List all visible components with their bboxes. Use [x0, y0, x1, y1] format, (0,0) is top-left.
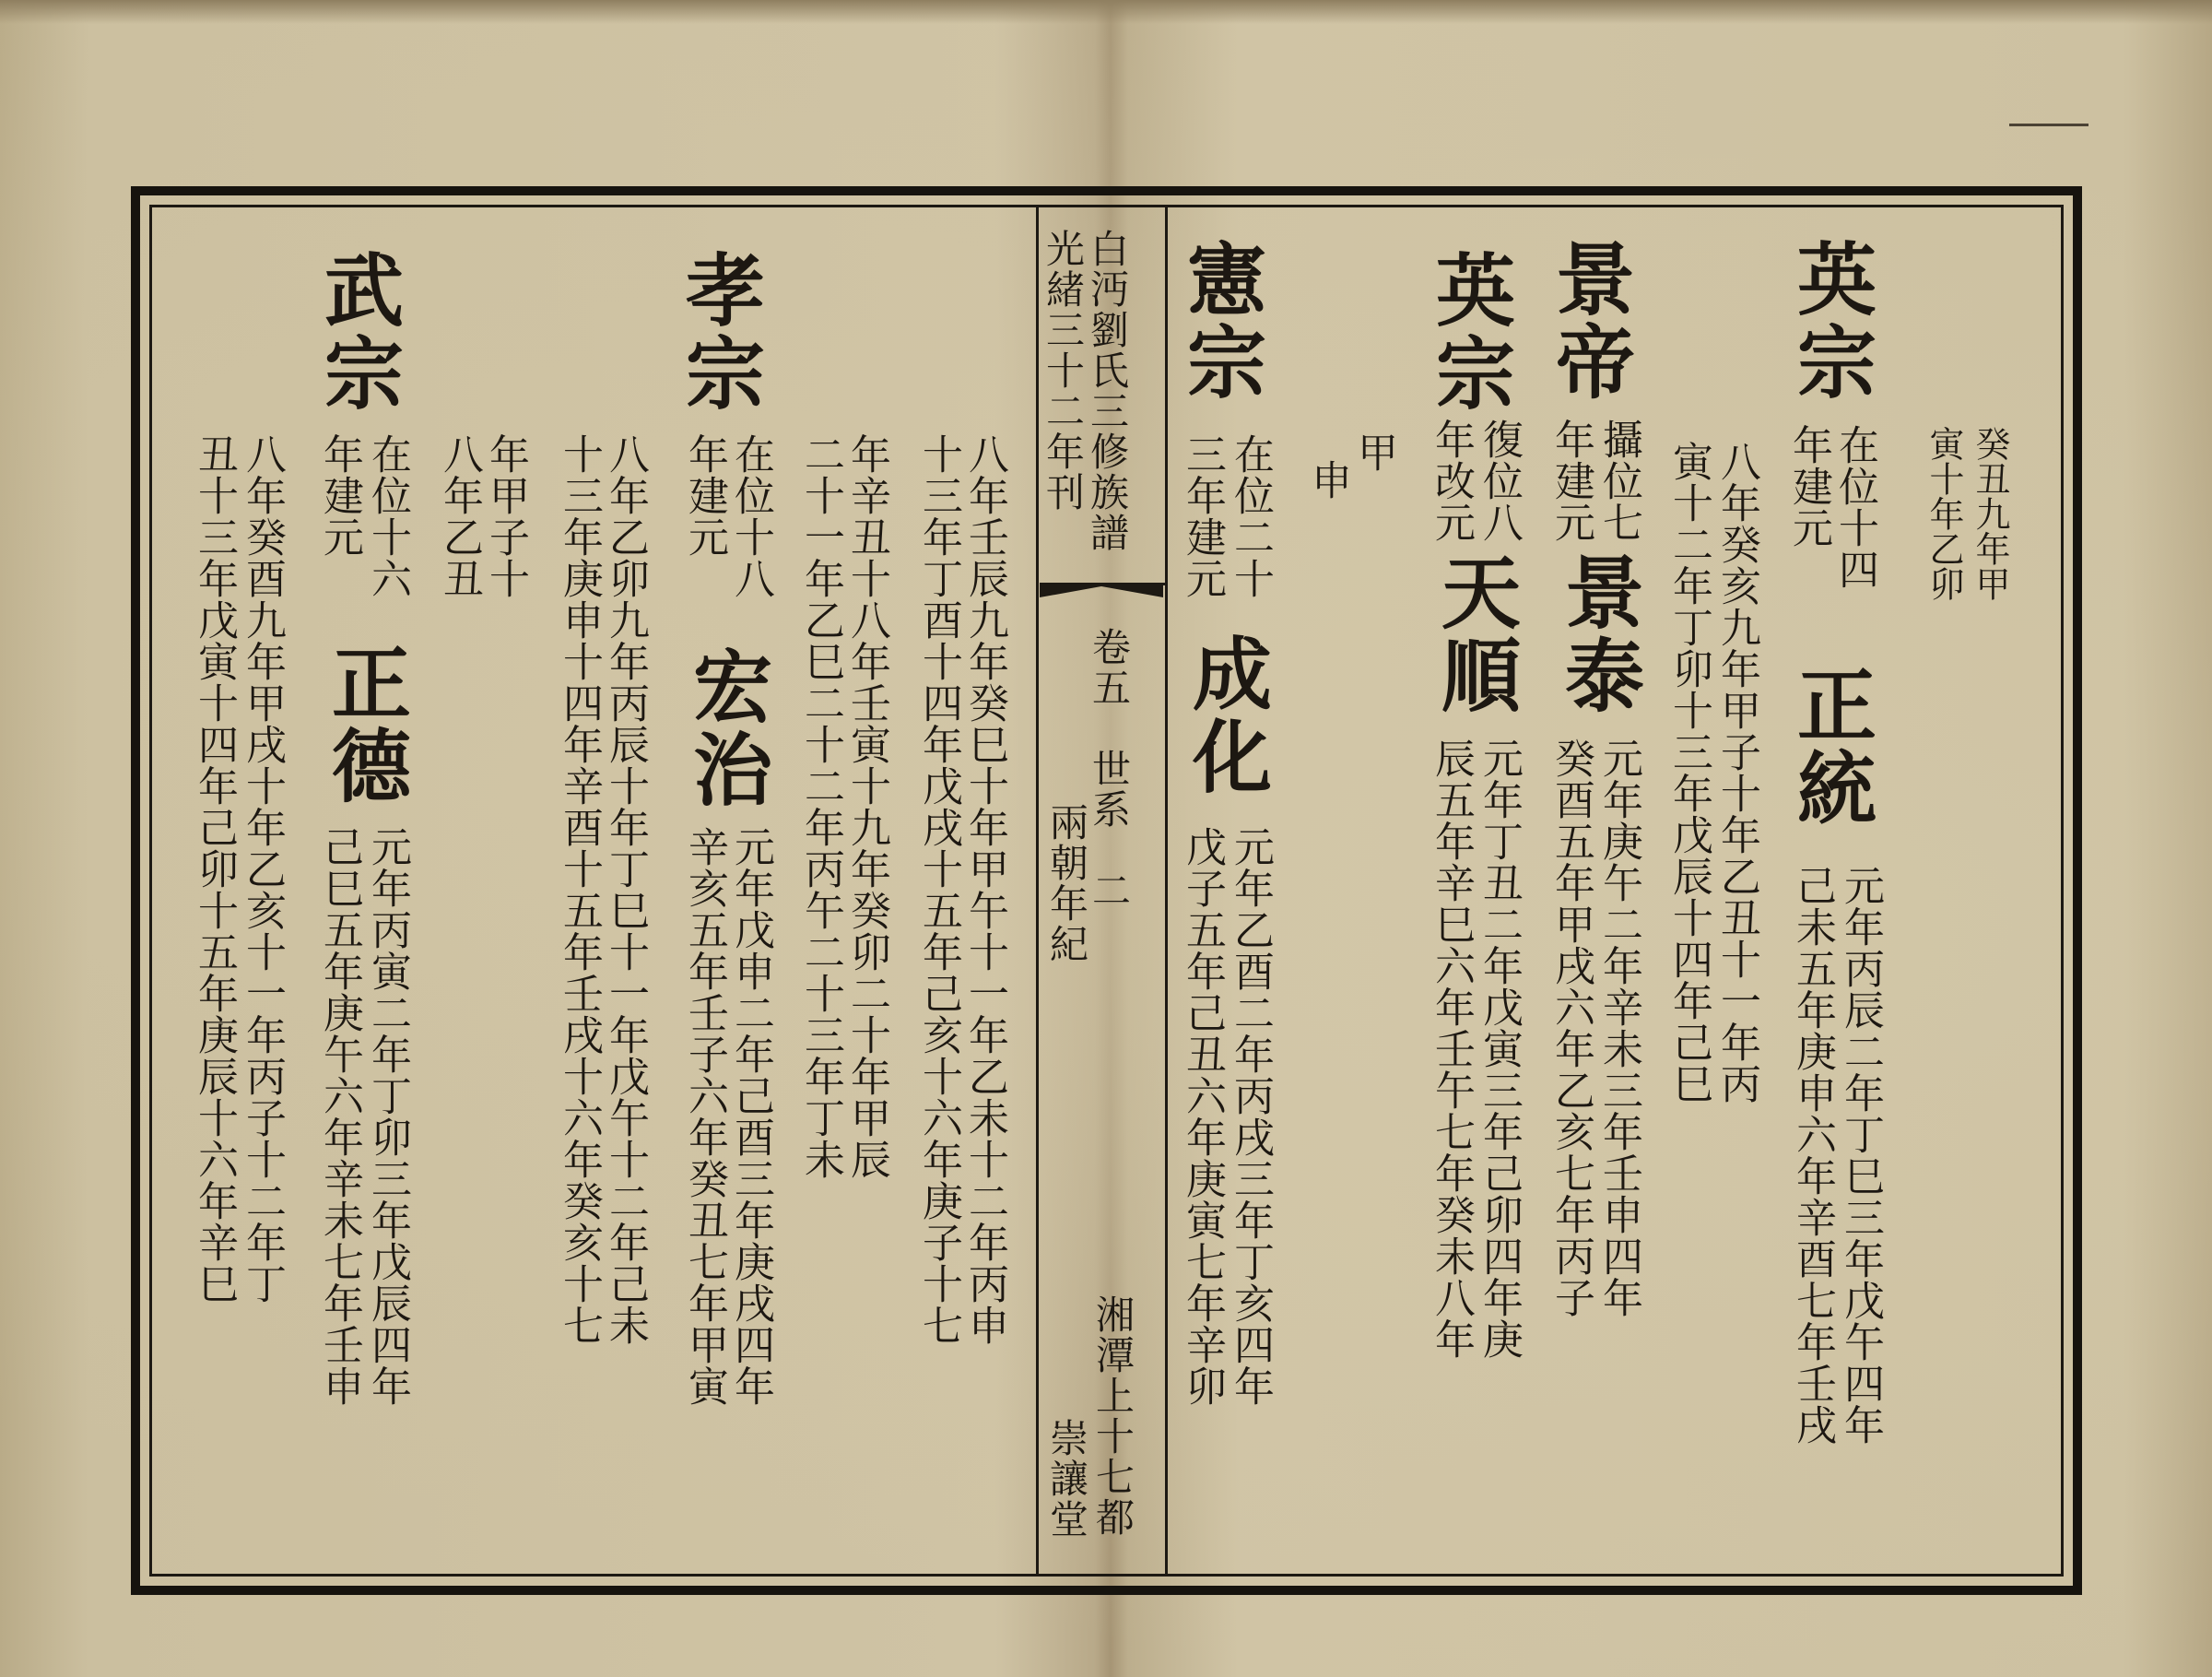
emperor-name: 武宗 [311, 249, 404, 415]
fishtail-ornament-icon [1040, 583, 1163, 605]
reign-note: 攝位七 [1595, 419, 1642, 543]
reign-note: 年建元 [1785, 424, 1832, 549]
year-list: 十三年丁酉十四年戊戌十五年己亥十六年庚子十七 [915, 433, 962, 1346]
year-list: 丑十三年戊寅十四年己卯十五年庚辰十六年辛巳 [191, 433, 238, 1305]
era-name: 正統 [1783, 664, 1877, 830]
section-title: 兩朝年紀 [1044, 802, 1089, 964]
book-title: 白沔劉氏三修族譜 [1085, 229, 1130, 553]
lead-note: 寅十年乙卯 [1924, 426, 1964, 601]
reign-note: 在位十八 [727, 433, 774, 599]
place-name: 湘潭上十七都 [1090, 1294, 1135, 1538]
year-list: 戊子五年己丑六年庚寅七年辛卯 [1179, 826, 1226, 1407]
year-list: 甲 [1350, 431, 1397, 473]
gutter-rule-right [1165, 205, 1168, 1577]
reign-note: 在位十六 [364, 433, 411, 599]
year-list: 元年丙辰二年丁巳三年戊午四年 [1837, 865, 1884, 1446]
reign-note: 在位十四 [1831, 424, 1878, 590]
ink-mark [2009, 124, 2088, 126]
reign-note: 年建元 [316, 433, 363, 558]
year-list: 八年癸酉九年甲戌十年乙亥十一年丙子十二年丁 [239, 433, 286, 1305]
year-list: 元年丙寅二年丁卯三年戊辰四年 [364, 826, 411, 1407]
year-list: 元年乙酉二年丙戌三年丁亥四年 [1227, 826, 1274, 1407]
year-list: 八年乙卯九年丙辰十年丁巳十一年戊午十二年己未 [602, 433, 649, 1346]
year-list: 申 [1304, 459, 1351, 501]
reign-note: 年建元 [681, 433, 728, 558]
year-list: 己未五年庚申六年辛酉七年壬戌 [1789, 865, 1836, 1446]
volume-line: 卷五 世系 二 [1087, 627, 1132, 911]
era-name: 宏治 [679, 645, 772, 811]
year-list: 辛亥五年壬子六年癸丑七年甲寅 [681, 826, 728, 1407]
printing-date: 光緒三十二年刊 [1041, 229, 1086, 513]
reign-note: 在位二十 [1227, 433, 1274, 599]
year-list: 元年戊申二年己酉三年庚戌四年 [727, 826, 774, 1407]
lead-note: 癸丑九年甲 [1970, 426, 2010, 601]
era-name: 天順 [1428, 551, 1521, 717]
year-list: 八年癸亥九年甲子十年乙丑十一年丙 [1713, 441, 1760, 1104]
era-name: 景泰 [1551, 551, 1644, 717]
year-list: 元年庚午二年辛未三年壬申四年 [1595, 738, 1642, 1318]
year-list: 十三年庚申十四年辛酉十五年壬戌十六年癸亥十七 [556, 433, 603, 1346]
emperor-name: 景帝 [1542, 238, 1635, 404]
reign-note: 年改元 [1428, 419, 1475, 543]
page-top-shadow [0, 0, 2212, 24]
gutter-rule-left [1036, 205, 1039, 1577]
year-list: 八年乙丑 [436, 433, 483, 599]
year-list: 八年壬辰九年癸巳十年甲午十一年乙未十二年丙申 [961, 433, 1008, 1346]
year-list: 二十一年乙巳二十二年丙午二十三年丁未 [797, 433, 844, 1180]
era-name: 成化 [1179, 632, 1272, 798]
year-list: 癸酉五年甲戌六年乙亥七年丙子 [1547, 738, 1594, 1318]
reign-note: 三年建元 [1179, 433, 1226, 599]
reign-note: 復位八 [1476, 419, 1523, 543]
year-list: 元年丁丑二年戊寅三年己卯四年庚 [1476, 738, 1523, 1360]
year-list: 年辛丑十八年壬寅十九年癸卯二十年甲辰 [843, 433, 890, 1180]
year-list: 己巳五年庚午六年辛未七年壬申 [316, 826, 363, 1407]
emperor-name: 孝宗 [672, 249, 765, 415]
reign-note: 年建元 [1547, 419, 1594, 543]
emperor-name: 英宗 [1422, 249, 1515, 415]
era-name: 正德 [318, 642, 411, 808]
emperor-name: 憲宗 [1173, 238, 1266, 404]
year-list: 辰五年辛巳六年壬午七年癸未八年 [1428, 738, 1475, 1360]
hall-name: 崇讓堂 [1044, 1418, 1089, 1540]
year-list: 寅十二年丁卯十三年戊辰十四年己巳 [1665, 441, 1712, 1104]
emperor-name: 英宗 [1783, 238, 1877, 404]
year-list: 年甲子十 [482, 433, 529, 599]
